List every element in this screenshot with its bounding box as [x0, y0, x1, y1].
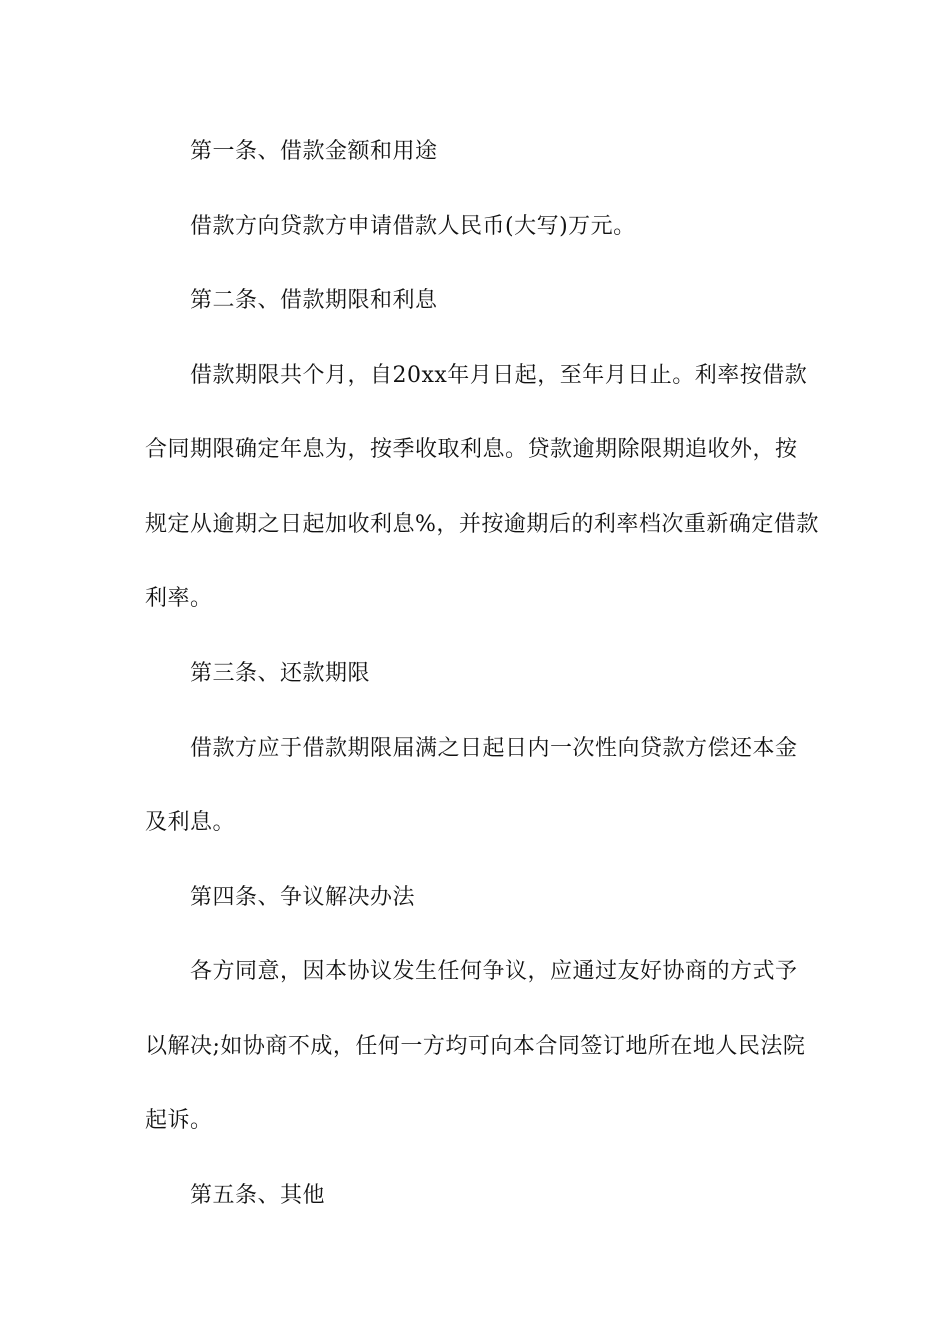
paragraph-line: 以解决;如协商不成，任何一方均可向本合同签订地所在地人民法院	[145, 1034, 806, 1059]
paragraph-line: 借款方应于借款期限届满之日起日内一次性向贷款方偿还本金	[190, 736, 798, 761]
heading-article-3: 第三条、还款期限	[190, 661, 371, 686]
paragraph-line: 起诉。	[145, 1108, 213, 1133]
heading-article-2: 第二条、借款期限和利息	[190, 288, 438, 313]
paragraph-line: 利率。	[145, 586, 213, 611]
paragraph-line: 及利息。	[145, 810, 236, 835]
heading-article-4: 第四条、争议解决办法	[190, 885, 416, 910]
paragraph-line: 借款方向贷款方申请借款人民币(大写)万元。	[190, 214, 636, 239]
paragraph-line: 规定从逾期之日起加收利息%，并按逾期后的利率档次重新确定借款	[145, 512, 819, 537]
heading-article-5: 第五条、其他	[190, 1183, 326, 1208]
paragraph-line: 借款期限共个月，自20xx年月日起，至年月日止。利率按借款	[190, 363, 808, 388]
paragraph-line: 各方同意，因本协议发生任何争议，应通过友好协商的方式予	[190, 959, 798, 984]
paragraph-line: 合同期限确定年息为，按季收取利息。贷款逾期除限期追收外，按	[145, 437, 798, 462]
heading-article-1: 第一条、借款金额和用途	[190, 139, 438, 164]
